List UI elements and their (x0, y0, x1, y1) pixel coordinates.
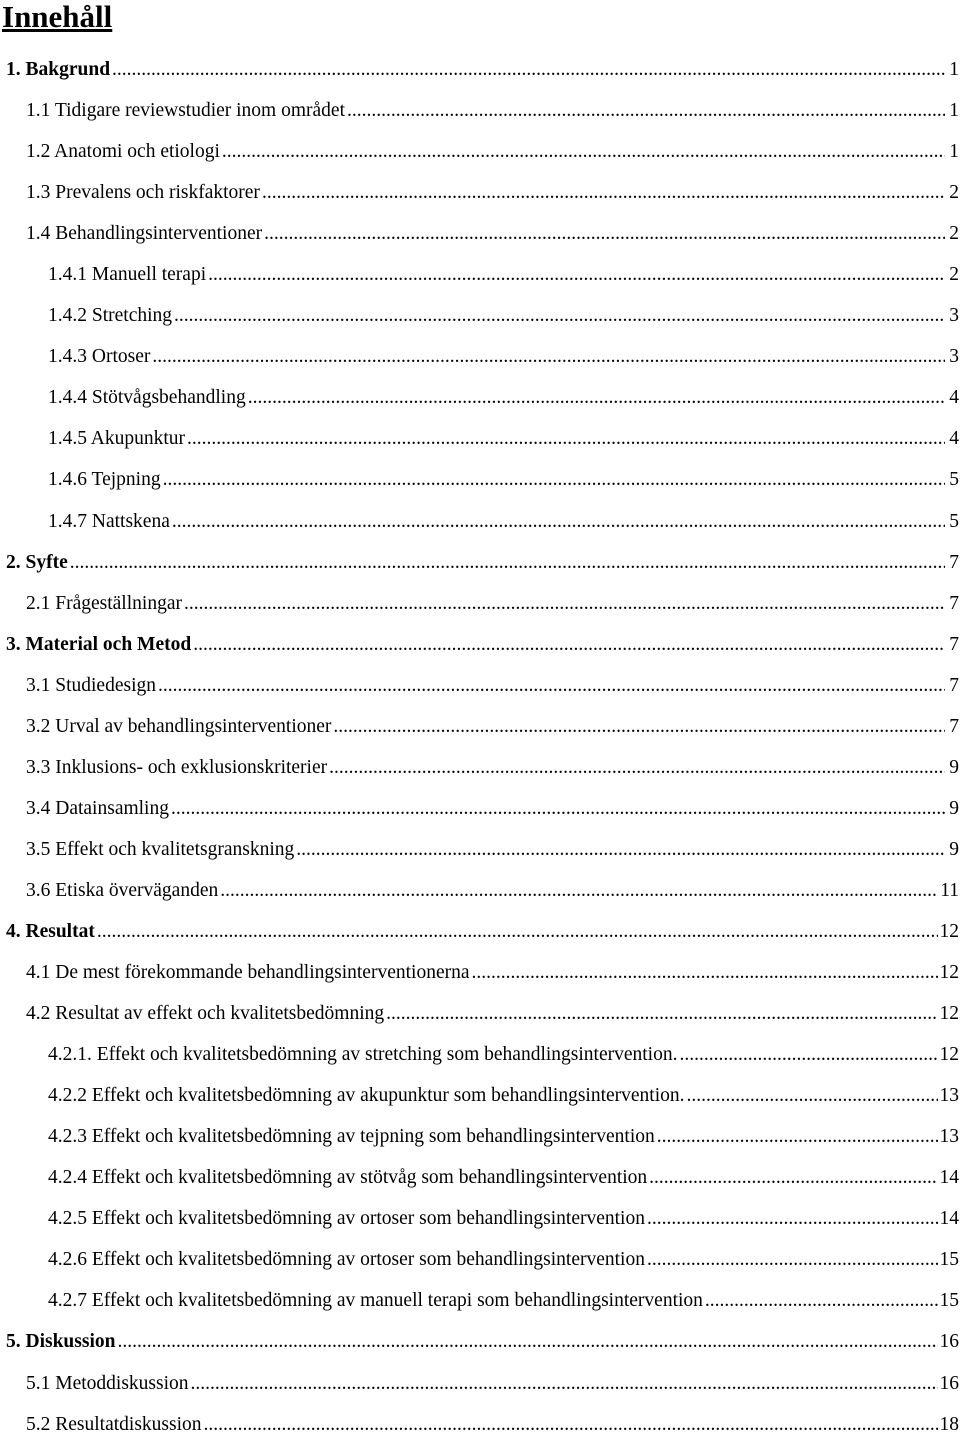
dot-leader (329, 747, 945, 788)
toc-entry[interactable] (0, 1363, 960, 1404)
toc-entry-page-number: 15 (940, 1239, 960, 1280)
toc-entry-label: 1.4.1 Manuell terapi (48, 254, 206, 295)
toc-entry-page-number: 4 (947, 377, 960, 418)
toc-entry-page-number: 15 (940, 1280, 960, 1321)
toc-entry-label: 1.4.5 Akupunktur (48, 418, 185, 459)
toc-entry-page-number: 5 (947, 501, 960, 542)
toc-entry-page-number: 12 (940, 993, 960, 1034)
toc-entry-label: 1. Bakgrund (6, 49, 110, 90)
toc-entry-page-number: 13 (940, 1116, 960, 1157)
toc-entry-page-number: 5 (947, 459, 960, 500)
dot-leader (222, 131, 945, 172)
toc-entry-label: 4.2 Resultat av effekt och kvalitetsbedömning (26, 993, 384, 1034)
toc-entry-page-number: 16 (940, 1321, 960, 1362)
dot-leader (649, 1157, 937, 1198)
toc-entry[interactable] (0, 90, 960, 131)
toc-entry-page-number: 9 (947, 829, 960, 870)
toc-entry[interactable] (0, 747, 960, 788)
toc-entry-label: 4. Resultat (6, 911, 95, 952)
toc-entry[interactable] (0, 254, 960, 295)
toc-entry-label: 1.4.7 Nattskena (48, 501, 170, 542)
toc-entry-label: 4.2.7 Effekt och kvalitetsbedömning av manuell terapi som behandlingsintervention (48, 1280, 703, 1321)
table-of-contents (0, 49, 960, 1445)
toc-entry[interactable] (0, 542, 960, 583)
toc-entry-page-number: 14 (940, 1198, 960, 1239)
toc-entry-page-number: 7 (947, 583, 960, 624)
dot-leader (193, 624, 945, 665)
toc-entry-label: 4.2.1. Effekt och kvalitetsbedömning av stretching som behandlingsintervention. (48, 1034, 677, 1075)
toc-entry-label: 3.2 Urval av behandlingsinterventioner (26, 706, 331, 747)
toc-entry[interactable] (0, 583, 960, 624)
toc-entry-label: 2.1 Frågeställningar (26, 583, 182, 624)
toc-entry-page-number: 4 (947, 418, 960, 459)
toc-entry-label: 4.2.2 Effekt och kvalitetsbedömning av akupunktur som behandlingsintervention. (48, 1075, 685, 1116)
toc-entry-page-number: 7 (947, 706, 960, 747)
toc-entry[interactable] (0, 1280, 960, 1321)
toc-entry[interactable] (0, 418, 960, 459)
toc-entry[interactable] (0, 952, 960, 993)
toc-entry[interactable] (0, 172, 960, 213)
toc-entry-label: 1.3 Prevalens och riskfaktorer (26, 172, 260, 213)
toc-entry-page-number: 1 (947, 90, 960, 131)
toc-entry[interactable] (0, 131, 960, 172)
dot-leader (70, 542, 945, 583)
dot-leader (187, 418, 945, 459)
toc-entry-label: 5.1 Metoddiskussion (26, 1363, 189, 1404)
toc-entry-page-number: 2 (947, 172, 960, 213)
toc-entry-page-number: 11 (940, 870, 960, 911)
dot-leader (204, 1404, 938, 1445)
dot-leader (174, 295, 945, 336)
toc-entry[interactable] (0, 665, 960, 706)
toc-entry-page-number: 9 (947, 788, 960, 829)
toc-entry[interactable] (0, 1157, 960, 1198)
dot-leader (386, 993, 937, 1034)
dot-leader (647, 1239, 938, 1280)
toc-entry-page-number: 1 (947, 49, 960, 90)
toc-entry-page-number: 9 (947, 747, 960, 788)
toc-entry-label: 3.3 Inklusions- och exklusionskriterier (26, 747, 327, 788)
toc-entry-label: 1.2 Anatomi och etiologi (26, 131, 220, 172)
dot-leader (687, 1075, 938, 1116)
toc-entry-label: 1.1 Tidigare reviewstudier inom området (26, 90, 345, 131)
dot-leader (117, 1321, 937, 1362)
dot-leader (112, 49, 945, 90)
dot-leader (248, 377, 945, 418)
toc-entry[interactable] (0, 1198, 960, 1239)
toc-entry[interactable] (0, 336, 960, 377)
toc-entry-page-number: 3 (947, 295, 960, 336)
dot-leader (158, 665, 945, 706)
toc-entry[interactable] (0, 459, 960, 500)
toc-entry-label: 1.4 Behandlingsinterventioner (26, 213, 262, 254)
toc-entry-page-number: 7 (947, 624, 960, 665)
toc-entry[interactable] (0, 870, 960, 911)
toc-entry-label: 3.1 Studiedesign (26, 665, 156, 706)
dot-leader (184, 583, 945, 624)
toc-entry-page-number: 16 (940, 1363, 960, 1404)
toc-entry[interactable] (0, 1075, 960, 1116)
dot-leader (172, 501, 945, 542)
toc-entry-label: 3.6 Etiska överväganden (26, 870, 218, 911)
toc-entry[interactable] (0, 49, 960, 90)
dot-leader (163, 459, 945, 500)
toc-entry-label: 4.2.4 Effekt och kvalitetsbedömning av stötvåg som behandlingsintervention (48, 1157, 647, 1198)
dot-leader (705, 1280, 938, 1321)
toc-entry-label: 4.2.6 Effekt och kvalitetsbedömning av ortoser som behandlingsintervention (48, 1239, 645, 1280)
toc-entry[interactable] (0, 1034, 960, 1075)
toc-entry-page-number: 12 (940, 952, 960, 993)
toc-entry-page-number: 7 (947, 665, 960, 706)
dot-leader (208, 254, 945, 295)
toc-entry-page-number: 7 (947, 542, 960, 583)
toc-entry-page-number: 13 (940, 1075, 960, 1116)
toc-entry-page-number: 1 (947, 131, 960, 172)
dot-leader (347, 90, 945, 131)
dot-leader (220, 870, 938, 911)
toc-title: Innehåll (2, 0, 112, 34)
toc-entry-page-number: 14 (940, 1157, 960, 1198)
toc-entry-label: 3.5 Effekt och kvalitetsgranskning (26, 829, 294, 870)
toc-entry[interactable] (0, 501, 960, 542)
dot-leader (97, 911, 938, 952)
dot-leader (152, 336, 945, 377)
toc-entry-label: 1.4.4 Stötvågsbehandling (48, 377, 246, 418)
toc-entry-page-number: 2 (947, 254, 960, 295)
dot-leader (262, 172, 945, 213)
toc-entry-label: 5.2 Resultatdiskussion (26, 1404, 202, 1445)
toc-entry-label: 4.2.5 Effekt och kvalitetsbedömning av ortoser som behandlingsintervention (48, 1198, 645, 1239)
toc-entry-label: 1.4.3 Ortoser (48, 336, 150, 377)
toc-entry-label: 1.4.6 Tejpning (48, 459, 161, 500)
toc-entry-page-number: 2 (947, 213, 960, 254)
dot-leader (191, 1363, 938, 1404)
dot-leader (264, 213, 945, 254)
toc-entry[interactable] (0, 1321, 960, 1362)
toc-entry[interactable] (0, 911, 960, 952)
toc-entry[interactable] (0, 295, 960, 336)
dot-leader (472, 952, 938, 993)
toc-entry[interactable] (0, 1239, 960, 1280)
toc-entry[interactable] (0, 706, 960, 747)
toc-entry[interactable] (0, 1404, 960, 1445)
toc-entry-page-number: 12 (940, 911, 960, 952)
toc-entry[interactable] (0, 788, 960, 829)
dot-leader (657, 1116, 938, 1157)
dot-leader (296, 829, 945, 870)
toc-entry-label: 5. Diskussion (6, 1321, 115, 1362)
dot-leader (333, 706, 945, 747)
toc-entry[interactable] (0, 213, 960, 254)
toc-entry-label: 1.4.2 Stretching (48, 295, 172, 336)
toc-entry[interactable] (0, 624, 960, 665)
toc-entry[interactable] (0, 993, 960, 1034)
toc-entry-page-number: 18 (940, 1404, 960, 1445)
toc-entry[interactable] (0, 829, 960, 870)
toc-entry[interactable] (0, 377, 960, 418)
dot-leader (647, 1198, 938, 1239)
toc-entry[interactable] (0, 1116, 960, 1157)
toc-entry-page-number: 3 (947, 336, 960, 377)
toc-entry-label: 4.2.3 Effekt och kvalitetsbedömning av tejpning som behandlingsintervention (48, 1116, 655, 1157)
toc-entry-label: 4.1 De mest förekommande behandlingsinterventionerna (26, 952, 470, 993)
toc-entry-label: 2. Syfte (6, 542, 68, 583)
dot-leader (171, 788, 945, 829)
toc-entry-label: 3.4 Datainsamling (26, 788, 169, 829)
toc-entry-label: 3. Material och Metod (6, 624, 191, 665)
dot-leader (679, 1034, 937, 1075)
toc-entry-page-number: 12 (940, 1034, 960, 1075)
